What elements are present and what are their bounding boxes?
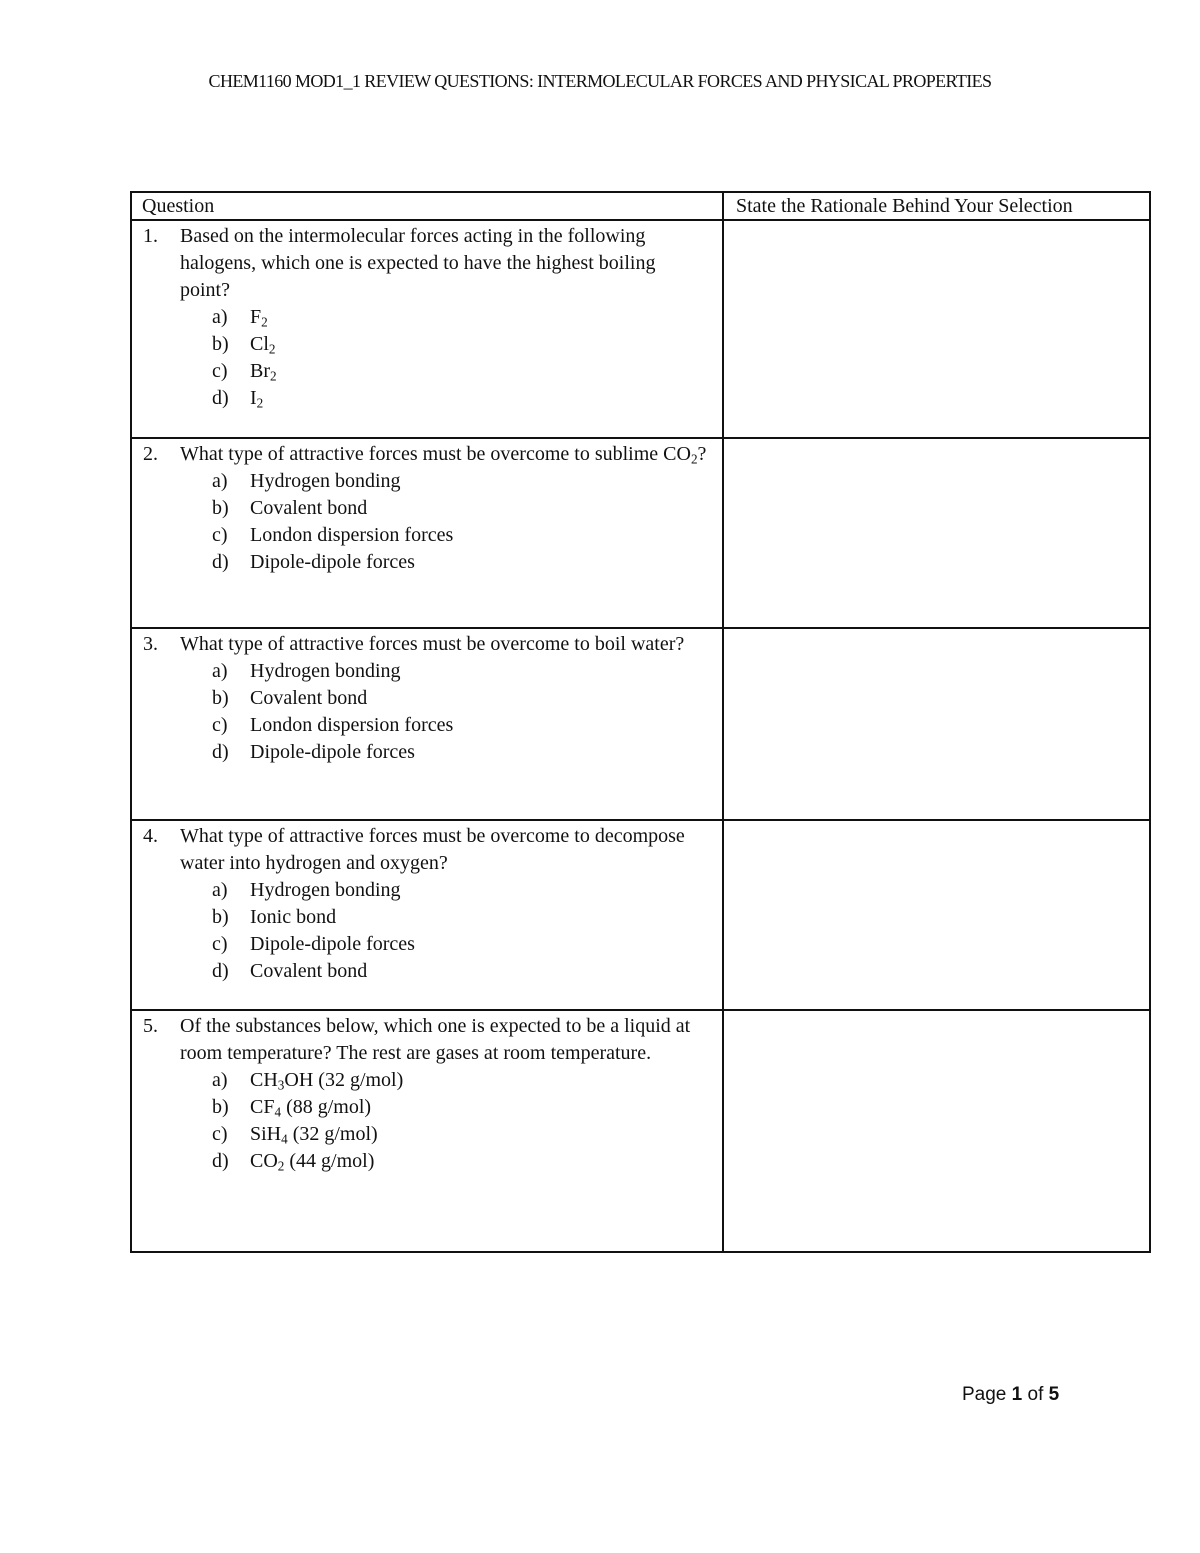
option-text: Hydrogen bonding xyxy=(250,660,401,682)
option-letter: d) xyxy=(212,551,229,573)
options-list xyxy=(180,468,710,576)
total-page-count: 5 xyxy=(1048,1384,1060,1405)
option-item xyxy=(212,549,710,576)
option-item xyxy=(212,468,710,495)
rationale-answer-cell[interactable] xyxy=(723,628,1150,820)
option-text: Hydrogen bonding xyxy=(250,470,401,492)
option-item xyxy=(212,385,710,412)
subscript: 2 xyxy=(277,1158,285,1174)
option-text: Covalent bond xyxy=(250,960,368,982)
option-letter: c) xyxy=(212,360,228,382)
table-row xyxy=(131,628,1150,820)
option-letter: c) xyxy=(212,1123,228,1145)
rationale-answer-cell[interactable] xyxy=(723,1010,1150,1252)
question-cell xyxy=(131,820,723,1010)
option-text: SiH$_4$ (32 g/mol) xyxy=(250,1123,378,1147)
rationale-column-header: State the Rationale Behind Your Selection xyxy=(723,192,1150,220)
option-letter: d) xyxy=(212,741,229,763)
option-item xyxy=(212,958,710,985)
option-item xyxy=(212,739,710,766)
rationale-answer-cell[interactable] xyxy=(723,438,1150,628)
of-word: of xyxy=(1027,1384,1044,1405)
option-letter: c) xyxy=(212,714,228,736)
option-item xyxy=(212,1067,710,1094)
option-text: $Br_2$ xyxy=(250,360,277,384)
option-item xyxy=(212,877,710,904)
option-letter: b) xyxy=(212,906,229,928)
option-item xyxy=(212,522,710,549)
option-letter: c) xyxy=(212,524,228,546)
option-item xyxy=(212,904,710,931)
question-text: What type of attractive forces must be overcome to decompose water into hydrogen and oxygen? xyxy=(180,825,685,874)
option-text: London dispersion forces xyxy=(250,714,454,736)
table-row xyxy=(131,220,1150,438)
option-letter: a) xyxy=(212,660,228,682)
option-letter: a) xyxy=(212,306,228,328)
option-letter: a) xyxy=(212,470,228,492)
options-list xyxy=(180,658,710,766)
question-column-header: Question xyxy=(131,192,723,220)
table-row xyxy=(131,438,1150,628)
option-letter: d) xyxy=(212,1150,229,1172)
option-text: $Cl_2$ xyxy=(250,333,276,357)
option-letter: d) xyxy=(212,387,229,409)
question-text: What type of attractive forces must be overcome to boil water? xyxy=(180,633,685,655)
table-row xyxy=(131,1010,1150,1252)
option-text: London dispersion forces xyxy=(250,524,454,546)
option-text: Ionic bond xyxy=(250,906,337,928)
option-letter: d) xyxy=(212,960,229,982)
option-item xyxy=(212,931,710,958)
option-letter: b) xyxy=(212,1096,229,1118)
option-text: Dipole-dipole forces xyxy=(250,933,415,955)
question-cell xyxy=(131,628,723,820)
table-header-row xyxy=(131,192,1150,220)
option-item xyxy=(212,1121,710,1148)
page-number-footer xyxy=(962,1384,1059,1406)
question-cell xyxy=(131,220,723,438)
subscript: 2 xyxy=(256,395,264,411)
subscript: 4 xyxy=(274,1104,282,1120)
option-item xyxy=(212,358,710,385)
current-page-number: 1 xyxy=(1011,1384,1023,1405)
subscript: 2 xyxy=(261,314,268,330)
question-text: Of the substances below, which one is expected to be a liquid at room temperature? The rest are gases at room temperature. xyxy=(180,1015,691,1064)
question-number: 1. xyxy=(143,225,158,247)
question-text: What type of attractive forces must be overcome to sublime $CO_2$? xyxy=(180,443,707,467)
option-item xyxy=(212,712,710,739)
options-list xyxy=(180,877,710,985)
subscript: 2 xyxy=(690,451,698,467)
question-number: 3. xyxy=(143,633,158,655)
option-item xyxy=(212,331,710,358)
option-text: $CH_3OH$ (32 g/mol) xyxy=(250,1069,404,1093)
options-list xyxy=(180,304,710,412)
option-text: Covalent bond xyxy=(250,687,368,709)
option-letter: b) xyxy=(212,687,229,709)
question-cell xyxy=(131,438,723,628)
question-cell xyxy=(131,1010,723,1252)
option-text: Dipole-dipole forces xyxy=(250,551,415,573)
table-row xyxy=(131,820,1150,1010)
option-text: Dipole-dipole forces xyxy=(250,741,415,763)
options-list xyxy=(180,1067,710,1175)
option-letter: a) xyxy=(212,1069,228,1091)
option-text: $F_2$ xyxy=(250,306,268,330)
option-item xyxy=(212,1148,710,1175)
option-item xyxy=(212,304,710,331)
document-header: CHEM1160 MOD1_1 REVIEW QUESTIONS: INTERMOLECULAR FORCES AND PHYSICAL PROPERTIES xyxy=(208,71,992,91)
subscript: 2 xyxy=(268,341,276,357)
rationale-answer-cell[interactable] xyxy=(723,820,1150,1010)
option-text: $I_2$ xyxy=(250,387,264,411)
option-letter: b) xyxy=(212,497,229,519)
question-number: 2. xyxy=(143,443,158,465)
option-text: $CO_2$ (44 g/mol) xyxy=(250,1150,375,1174)
option-letter: a) xyxy=(212,879,228,901)
option-letter: b) xyxy=(212,333,229,355)
option-item xyxy=(212,658,710,685)
option-text: $CF_4$ (88 g/mol) xyxy=(250,1096,372,1120)
rationale-answer-cell[interactable] xyxy=(723,220,1150,438)
question-number: 4. xyxy=(143,825,158,847)
option-text: Covalent bond xyxy=(250,497,368,519)
option-letter: c) xyxy=(212,933,228,955)
question-number: 5. xyxy=(143,1015,158,1037)
review-questions-table xyxy=(130,191,1151,1253)
option-item xyxy=(212,685,710,712)
subscript: 3 xyxy=(277,1077,285,1093)
subscript: 4 xyxy=(281,1131,288,1147)
option-text: Hydrogen bonding xyxy=(250,879,401,901)
question-text: Based on the intermolecular forces acting in the following halogens, which one is expected to have the highest boiling point? xyxy=(180,225,656,301)
page-word: Page xyxy=(962,1384,1007,1405)
subscript: 2 xyxy=(270,368,277,384)
option-item xyxy=(212,1094,710,1121)
option-item xyxy=(212,495,710,522)
